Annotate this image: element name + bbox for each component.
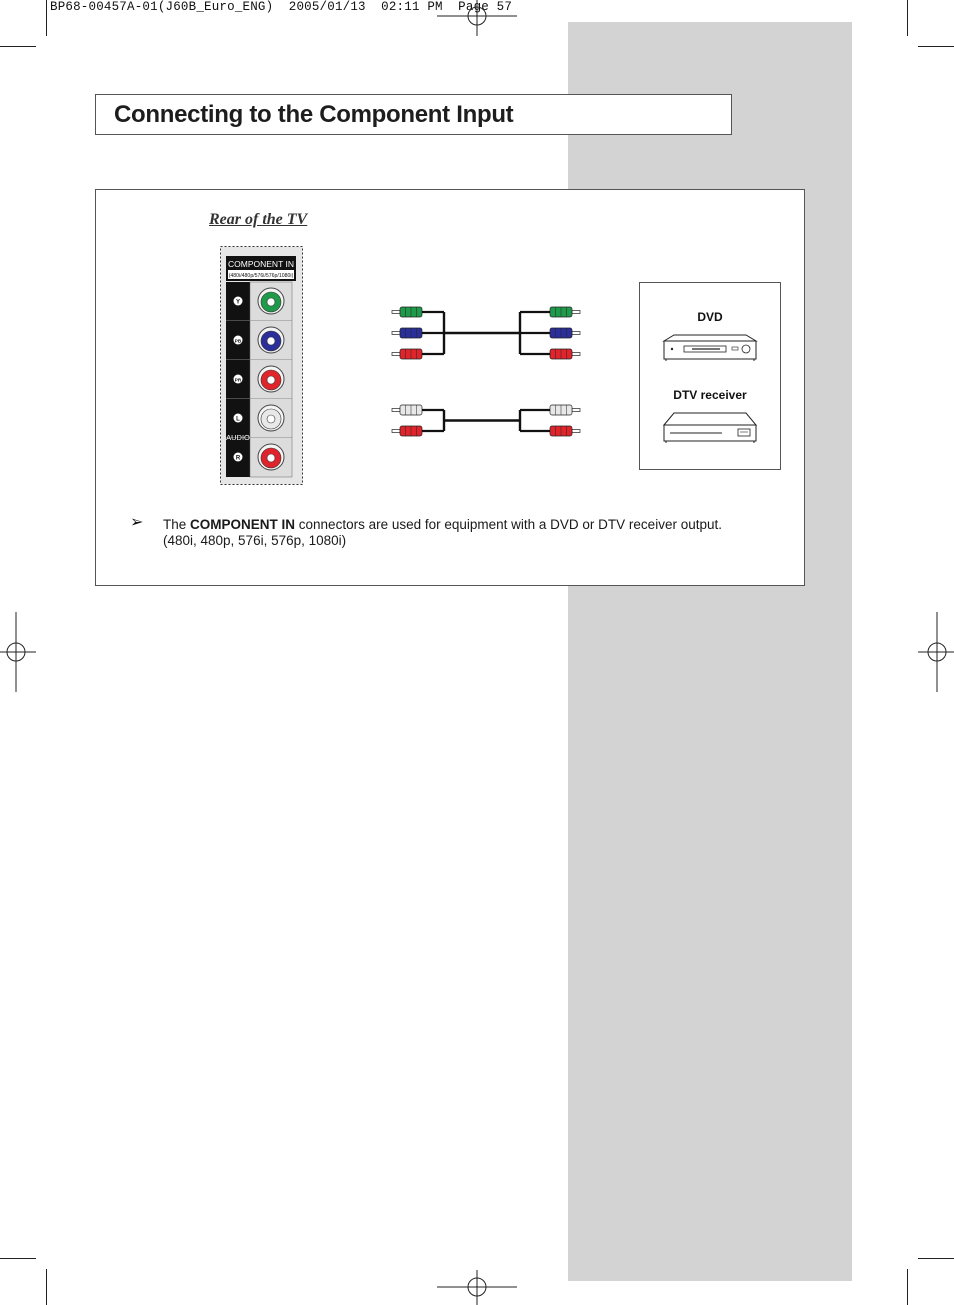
- jack-pin: [267, 298, 275, 306]
- dvd-label: DVD: [697, 310, 723, 324]
- rca-plug: [392, 307, 422, 317]
- rca-plug: [392, 405, 422, 415]
- jack-pin: [267, 415, 275, 423]
- dtv-receiver-icon: [662, 411, 758, 445]
- device-box: [639, 282, 781, 470]
- rca-plug: [550, 426, 580, 436]
- dtv-receiver-label: DTV receiver: [673, 388, 747, 402]
- tv-component-panel: [220, 246, 304, 486]
- rca-plug: [550, 405, 580, 415]
- rca-plug: [550, 328, 580, 338]
- jack-pin: [267, 376, 275, 384]
- rca-plug: [550, 307, 580, 317]
- registration-mark: [914, 612, 954, 692]
- rca-plug: [550, 349, 580, 359]
- note-prefix: The: [163, 517, 191, 532]
- cable-group: [392, 307, 580, 436]
- jack-pin: [267, 454, 275, 462]
- title-box: [95, 94, 732, 135]
- crop-mark: [907, 1269, 908, 1305]
- crop-mark: [46, 0, 47, 36]
- dvd-player-icon: [662, 333, 758, 363]
- jack-pin: [267, 337, 275, 345]
- note-text: [163, 517, 783, 549]
- rca-plug: [392, 426, 422, 436]
- crop-mark: [0, 1258, 36, 1259]
- panel-title: COMPONENT IN: [228, 259, 294, 269]
- panel-subtitle: (480i/480p/576i/576p/1080i): [228, 273, 294, 279]
- crop-mark: [918, 1258, 954, 1259]
- jack-label: R: [235, 455, 241, 462]
- note-arrow-icon: ➢: [130, 514, 144, 531]
- jack-label: L: [236, 416, 240, 423]
- crop-mark: [0, 46, 36, 47]
- registration-mark: [0, 612, 40, 692]
- crop-mark: [907, 0, 908, 36]
- note-suffix: connectors are used for equipment with a DVD or DTV receiver output.: [295, 517, 722, 532]
- registration-mark: [437, 1270, 517, 1305]
- jack-label: PB: [234, 338, 242, 344]
- component-cables: [386, 302, 586, 442]
- crop-mark: [918, 46, 954, 47]
- jack-label: PR: [234, 377, 242, 383]
- rca-plug: [392, 349, 422, 359]
- registration-mark: [437, 0, 517, 40]
- rear-tv-label: Rear of the TV: [209, 211, 308, 228]
- rca-plug: [392, 328, 422, 338]
- content-box: [95, 189, 805, 586]
- print-header: BP68-00457A-01(J60B_Euro_ENG) 2005/01/13 02:11 PM Page 57: [50, 0, 513, 14]
- jack-label: Y: [235, 299, 241, 306]
- page-title: Connecting to the Component Input: [114, 101, 514, 128]
- audio-label: AUDIO: [226, 433, 250, 442]
- crop-mark: [46, 1269, 47, 1305]
- note-bold: COMPONENT IN: [190, 517, 296, 532]
- note-line2: (480i, 480p, 576i, 576p, 1080i): [163, 533, 347, 548]
